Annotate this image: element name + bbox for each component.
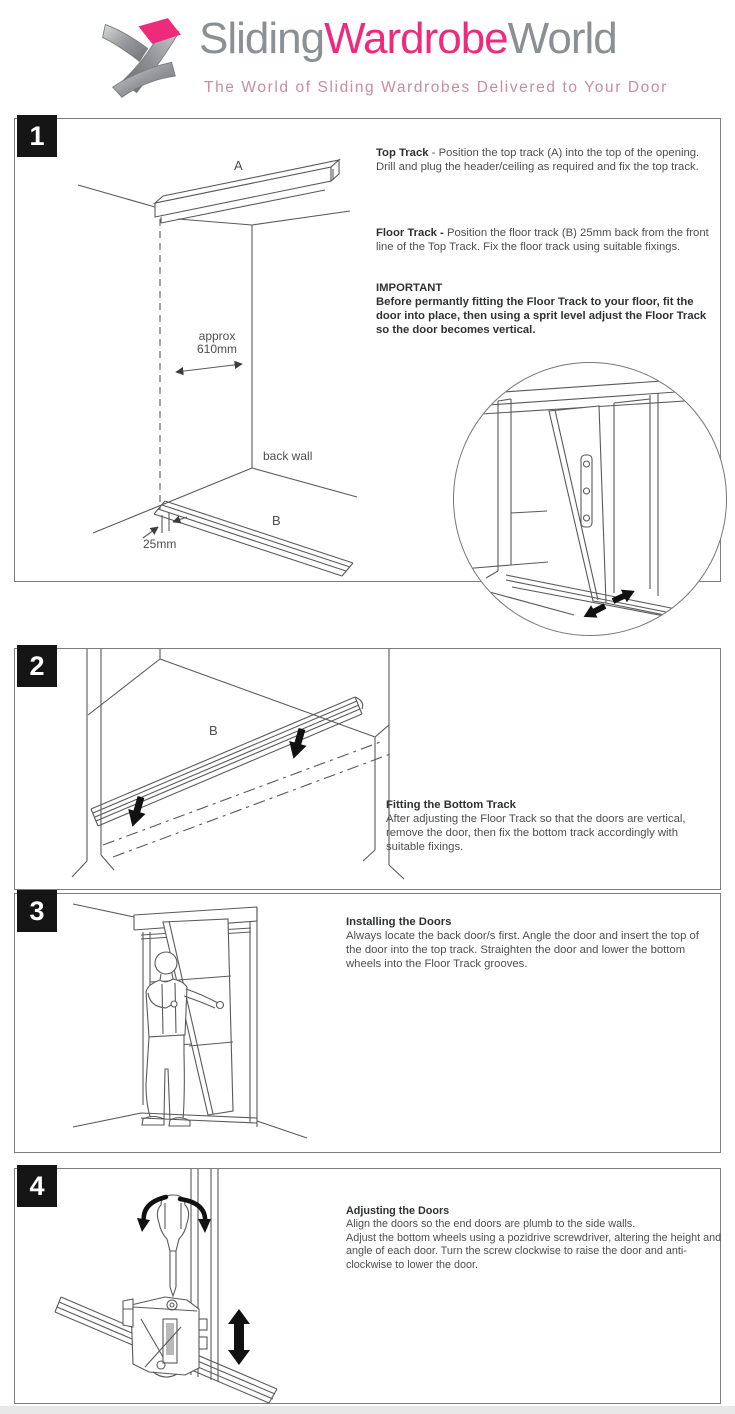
step-2-badge: 2 [17,645,57,687]
floor-track-lead: Floor Track - [376,227,447,239]
brand-part-sliding: Sliding [199,14,325,63]
floor-track-paragraph [376,226,710,254]
step-1-panel [14,118,721,582]
step-4-panel [14,1168,721,1404]
step-4-heading: Adjusting the Doors [346,1204,450,1217]
ceiling-edge-line [78,185,155,207]
dim-610-arrow [176,364,242,372]
brand-wordmark [199,16,719,62]
spirit-level [581,455,592,527]
top-track-lead: Top Track [376,147,429,159]
label-approx-610mm: approx 610mm [196,329,237,356]
floor-track-drawing [91,697,363,826]
label-back-wall: back wall [263,449,313,463]
inset-door [549,406,606,603]
step-4-instructions [346,1191,724,1272]
step-3-body: Always locate the back door/s first. Angle the door and insert the top of the door into the top track. Straighten the door and lower the bottom wheels into the Floor Track grooves. [346,930,699,970]
step-2-heading: Fitting the Bottom Track [386,799,516,811]
door-detail-inset [453,362,727,636]
step-2-instructions [386,798,718,854]
brand-part-wardrobe: Wardrobe [324,14,508,63]
step-2-panel [14,648,721,890]
label-b-step2: B [209,723,218,738]
important-lead: IMPORTANT [376,282,443,294]
header [0,0,735,112]
top-track-drawing [155,160,339,223]
screwdriver [157,1195,188,1296]
label-25mm: 25mm [143,537,177,551]
floor-track-body: Position the floor track (B) 25mm back from the front line of the Top Track. Fix the floor track using suitable fixings. [376,227,709,253]
inset-right-jamb [614,393,658,596]
important-paragraph [376,281,710,337]
floor-track-drawing [154,501,353,576]
step-3-heading: Installing the Doors [346,916,452,928]
inset-left-jamb [486,399,547,578]
wheel-assembly [123,1297,207,1377]
step-3-instructions [346,915,710,971]
brand-tagline: The World of Sliding Wardrobes Delivered to Your Door [204,79,668,96]
crossed-panels-icon [98,8,190,100]
raise-lower-arrow [228,1309,250,1365]
floor-edge-lines [93,468,357,533]
step-2-body: After adjusting the Floor Track so that the doors are vertical, remove the door, then fix the bottom track accordingly with suitable fixings. [386,813,686,853]
brand-part-world: World [507,14,617,63]
top-track-body: Position the top track (A) into the top of the opening. Drill and plug the header/ceiling as required and fix the top track. [376,147,700,173]
page-cut-strip [0,1406,735,1414]
inset-floor [462,562,694,621]
step-1-badge: 1 [17,115,57,157]
important-body: Before permantly fitting the Floor Track to your floor, fit the door into place, then using a sprit level adjust the Floor Track so the door becomes vertical. [376,296,707,336]
step-3-panel [14,893,721,1153]
brand-logo-icon [98,8,190,100]
label-a: A [234,158,243,173]
alcove-walls [72,649,404,879]
top-track-paragraph: Top Track - Position the top track (A) into the top of the opening. Drill and plug the header/ceiling as required and fix the top track. [376,147,700,173]
step-4-body: Align the doors so the end doors are plumb to the side walls. Adjust the bottom wheels using a pozidrive screwdriver, altering the height and angle of each door. Turn the screw clockwise to raise the door and anti-clockwise to lower the door. [346,1218,722,1271]
step-3-badge: 3 [17,890,57,932]
step-4-badge: 4 [17,1165,57,1207]
label-b: B [272,513,281,528]
legs [146,1035,184,1120]
